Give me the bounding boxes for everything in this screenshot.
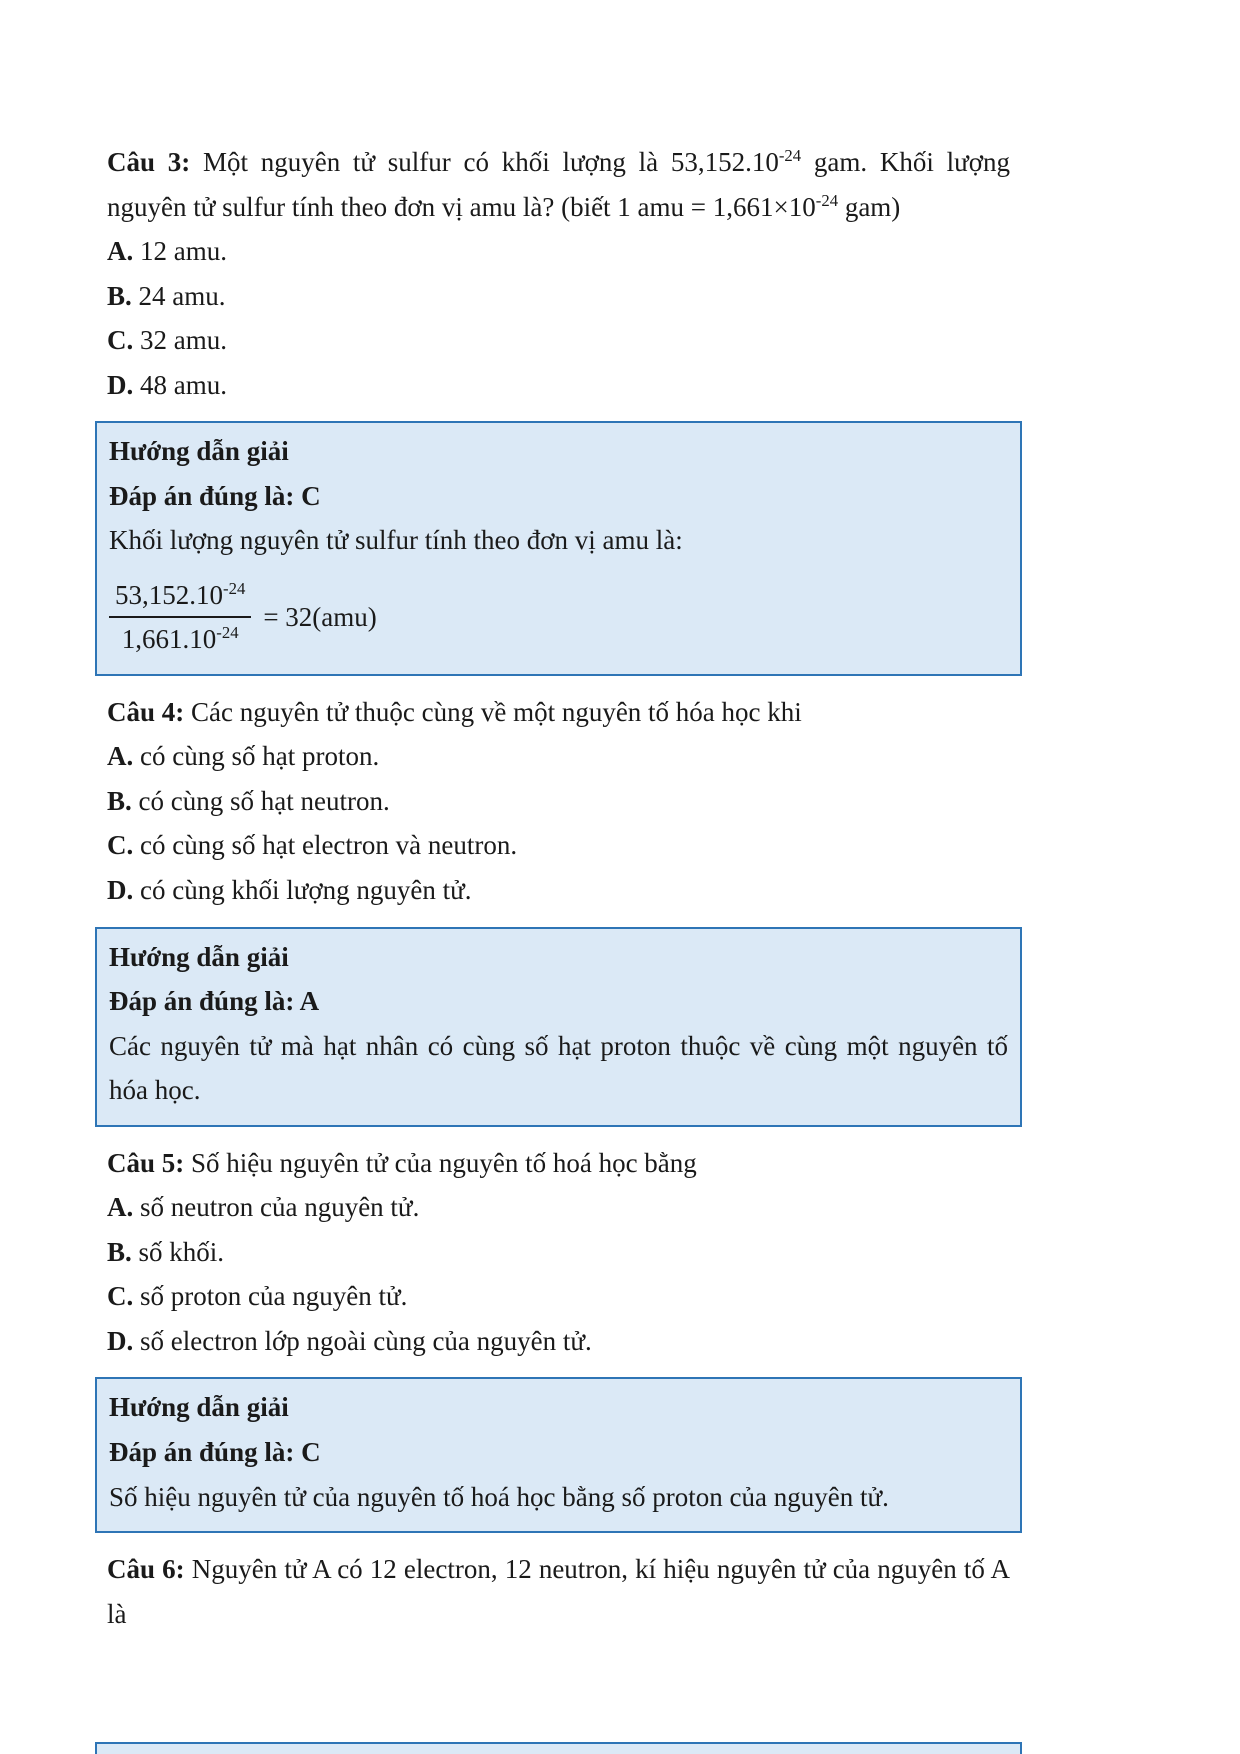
question-5-option-a: [107, 1185, 1010, 1230]
question-3-paragraph: [107, 140, 1010, 229]
option-text: 48 amu.: [133, 369, 227, 400]
question-4-option-d: [107, 868, 1010, 913]
option-letter: D.: [107, 874, 134, 905]
question-4-option-b: [107, 779, 1010, 824]
question-4-paragraph: [107, 690, 1010, 735]
question-3-text-part3: gam): [838, 191, 901, 222]
fraction-numerator-base: 53,152.10: [115, 579, 223, 610]
solution-heading: Hướng dẫn giải: [109, 941, 289, 972]
question-4-option-a: [107, 734, 1010, 779]
option-letter: C.: [107, 1281, 134, 1312]
fraction-denominator: [109, 618, 251, 657]
question-3-exponent-2: -24: [815, 190, 839, 210]
option-letter: D.: [107, 369, 134, 400]
solution-body: Số hiệu nguyên tử của nguyên tố hoá học bằng số proton của nguyên tử.: [109, 1481, 889, 1512]
option-text: có cùng số hạt neutron.: [131, 785, 390, 816]
question-3-text-part2: gam. Khối lượng nguyên tử sulfur tính theo đơn vị amu là? (biết 1 amu = 1,661×10: [107, 147, 1010, 222]
option-letter: D.: [107, 1325, 134, 1356]
question-5-paragraph: [107, 1141, 1010, 1186]
question-5-number: Câu 5:: [107, 1147, 185, 1178]
solution-answer: Đáp án đúng là: A: [109, 986, 320, 1017]
question-6-text: Nguyên tử A có 12 electron, 12 neutron, kí hiệu nguyên tử của nguyên tố A là: [107, 1554, 1010, 1629]
next-solution-box-partial: [95, 1742, 1022, 1754]
solution-heading: Hướng dẫn giải: [109, 1392, 289, 1423]
fraction-result: = 32(amu): [263, 602, 377, 633]
question-3-option-c: [107, 318, 1010, 363]
question-4-number: Câu 4:: [107, 696, 185, 727]
solution-answer: Đáp án đúng là: C: [109, 1437, 321, 1467]
question-3-text-part1: Một nguyên tử sulfur có khối lượng là 53,152.10: [190, 147, 779, 177]
question-5-option-d: [107, 1319, 1010, 1364]
solution-body: Khối lượng nguyên tử sulfur tính theo đơn vị amu là:: [109, 525, 683, 556]
option-letter: B.: [107, 1236, 132, 1267]
question-5-solution-box: [95, 1377, 1022, 1533]
option-letter: A.: [107, 236, 134, 267]
option-text: 24 amu.: [131, 280, 226, 311]
option-letter: C.: [107, 830, 134, 861]
option-letter: A.: [107, 741, 134, 772]
question-3-option-a: [107, 229, 1010, 274]
option-letter: A.: [107, 1192, 134, 1223]
question-3-exponent-1: -24: [778, 146, 802, 165]
question-3: [107, 140, 1010, 676]
option-text: số neutron của nguyên tử.: [133, 1192, 420, 1223]
option-text: 32 amu.: [133, 325, 227, 356]
question-4-text: Các nguyên tử thuộc cùng về một nguyên tố hóa học khi: [184, 696, 802, 727]
question-5: [107, 1141, 1010, 1533]
question-6-number: Câu 6:: [107, 1554, 185, 1585]
fraction-numerator-exponent: -24: [223, 578, 246, 598]
question-4-option-c: [107, 823, 1010, 868]
question-6-paragraph: [107, 1547, 1010, 1636]
option-letter: B.: [107, 785, 132, 816]
option-text: số khối.: [131, 1236, 225, 1267]
fraction-denominator-base: 1,661.10: [121, 624, 217, 655]
option-letter: C.: [107, 325, 134, 356]
question-5-text: Số hiệu nguyên tử của nguyên tố hoá học bằng: [184, 1147, 697, 1178]
option-text: 12 amu.: [133, 236, 227, 267]
option-text: số electron lớp ngoài cùng của nguyên tử.: [133, 1325, 592, 1356]
solution-fraction-row: [109, 577, 1008, 658]
option-text: số proton của nguyên tử.: [133, 1281, 408, 1312]
question-4: [107, 690, 1010, 1127]
option-text: có cùng số hạt proton.: [133, 741, 380, 772]
fraction-denominator-exponent: -24: [216, 623, 239, 643]
solution-body: Các nguyên tử mà hạt nhân có cùng số hạt proton thuộc về cùng một nguyên tố hóa học.: [109, 1030, 1008, 1106]
question-5-option-c: [107, 1274, 1010, 1319]
question-3-solution-box: [95, 421, 1022, 676]
option-letter: B.: [107, 280, 132, 311]
question-5-option-b: [107, 1230, 1010, 1275]
solution-answer: Đáp án đúng là: C: [109, 480, 321, 511]
option-text: có cùng số hạt electron và neutron.: [133, 830, 518, 861]
option-text: có cùng khối lượng nguyên tử.: [133, 874, 472, 905]
question-4-solution-box: [95, 927, 1022, 1127]
fraction: [109, 577, 251, 658]
question-6: [107, 1547, 1010, 1636]
question-3-option-d: [107, 363, 1010, 408]
question-3-option-b: [107, 274, 1010, 319]
solution-heading: Hướng dẫn giải: [109, 436, 289, 467]
fraction-numerator: [109, 577, 251, 618]
question-3-number: Câu 3:: [107, 147, 191, 177]
